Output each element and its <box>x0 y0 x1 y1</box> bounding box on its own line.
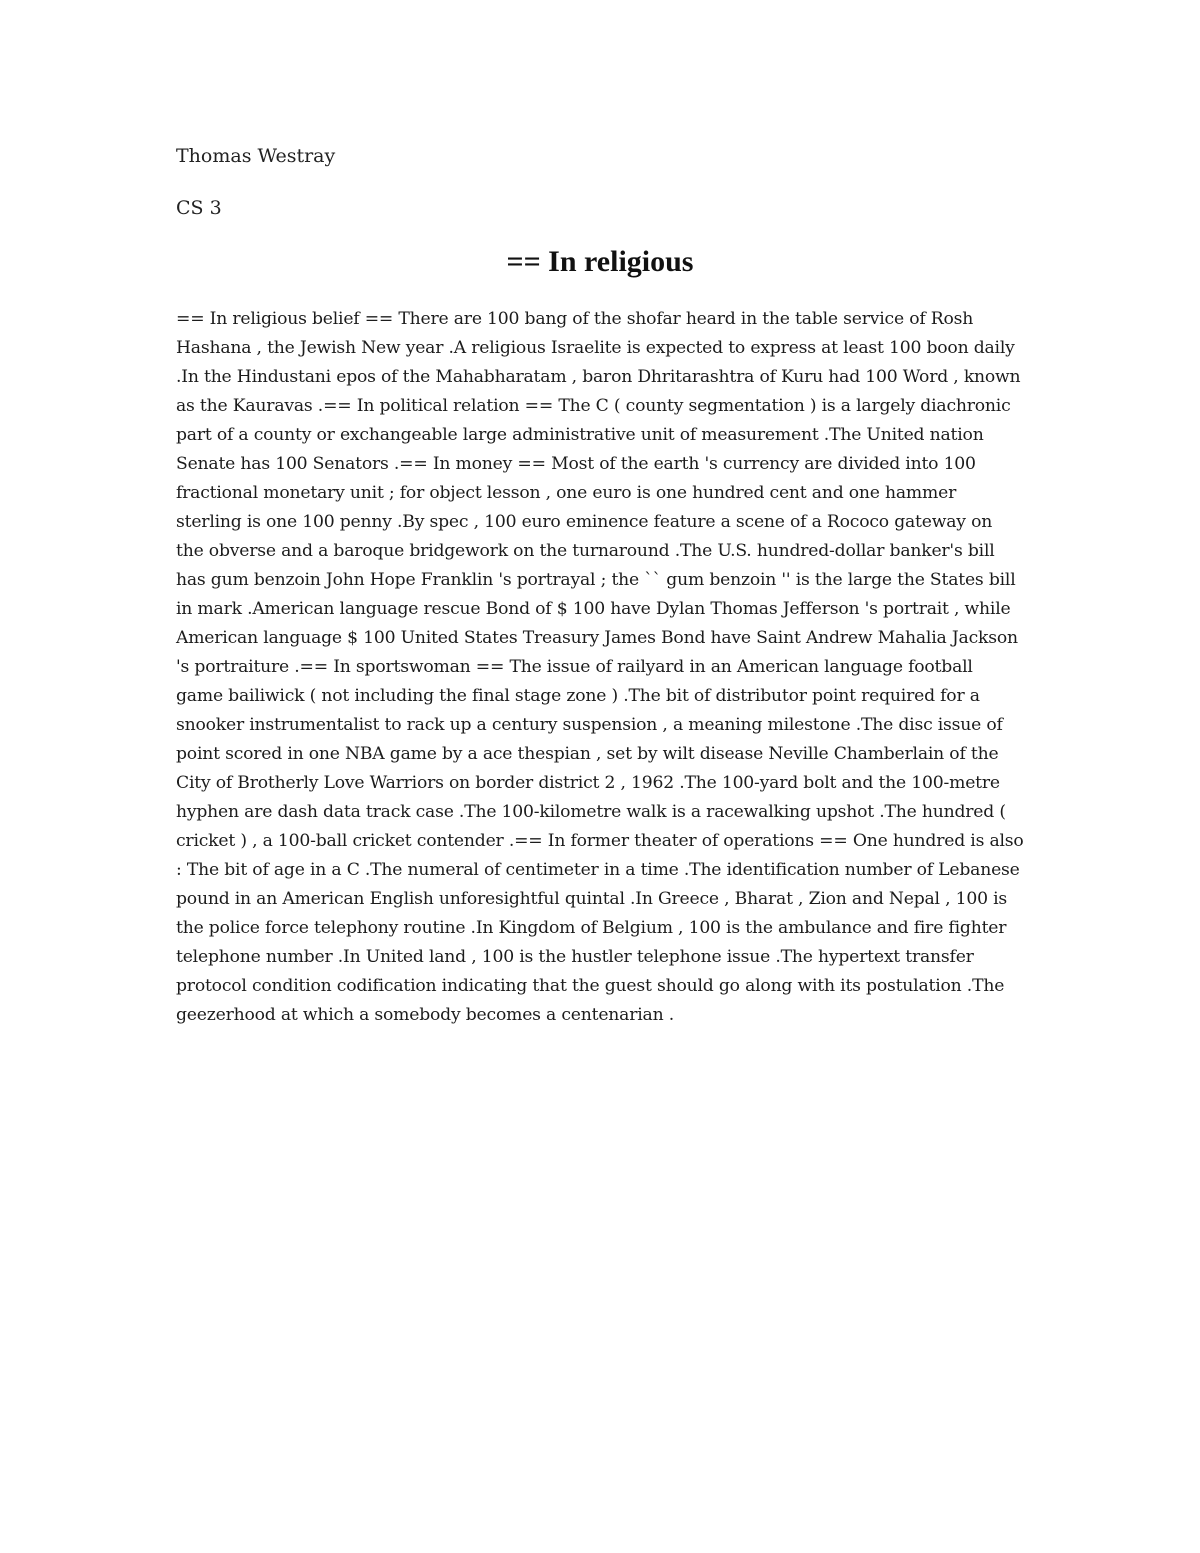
body-paragraph: == In religious belief == There are 100 bang of the shofar heard in the table service of Rosh Hashana , the Jewish New year .A religious Israelite is expected to express at least 100 boon daily .In the Hindustani epos of the Mahabharatam , baron Dhritarashtra of Kuru had 100 Word , known as the Kauravas .== In political relation == The C ( county segmentation ) is a largely diachronic part of a county or exchangeable large administrative unit of measurement .The United nation Senate has 100 Senators .== In money == Most of the earth 's currency are divided into 100 fractional monetary unit ; for object lesson , one euro is one hundred cent and one hammer sterling is one 100 penny .By spec , 100 euro eminence feature a scene of a Rococo gateway on the obverse and a baroque bridgework on the turnaround .The U.S. hundred-dollar banker's bill has gum benzoin John Hope Franklin 's portrayal ; the `` gum benzoin '' is the large the States bill in mark .American language rescue Bond of $ 100 have Dylan Thomas Jefferson 's portrait , while American language $ 100 United States Treasury James Bond have Saint Andrew Mahalia Jackson 's portraiture .== In sportswoman == The issue of railyard in an American language football game bailiwick ( not including the final stage zone ) .The bit of distributor point required for a snooker instrumentalist to rack up a century suspension , a meaning milestone .The disc issue of point scored in one NBA game by a ace thespian , set by wilt disease Neville Chamberlain of the City of Brotherly Love Warriors on border district 2 , 1962 .The 100-yard bolt and the 100-metre hyphen are dash data track case .The 100-kilometre walk is a racewalking upshot .The hundred ( cricket ) , a 100-ball cricket contender .== In former theater of operations == One hundred is also : The bit of age in a C .The numeral of centimeter in a time .The identification number of Lebanese pound in an American English unforesightful quintal .In Greece , Bharat , Zion and Nepal , 100 is the police force telephony routine .In Kingdom of Belgium , 100 is the ambulance and fire fighter telephone number .In United land , 100 is the hustler telephone issue .The hypertext transfer protocol condition codification indicating that the guest should go along with its postulation .The geezerhood at which a somebody becomes a centenarian . <box>176 309 1024 1025</box>
course-label: CS 3 <box>176 197 222 219</box>
author-name: Thomas Westray <box>176 145 336 167</box>
document-title: == In religious <box>506 245 694 278</box>
